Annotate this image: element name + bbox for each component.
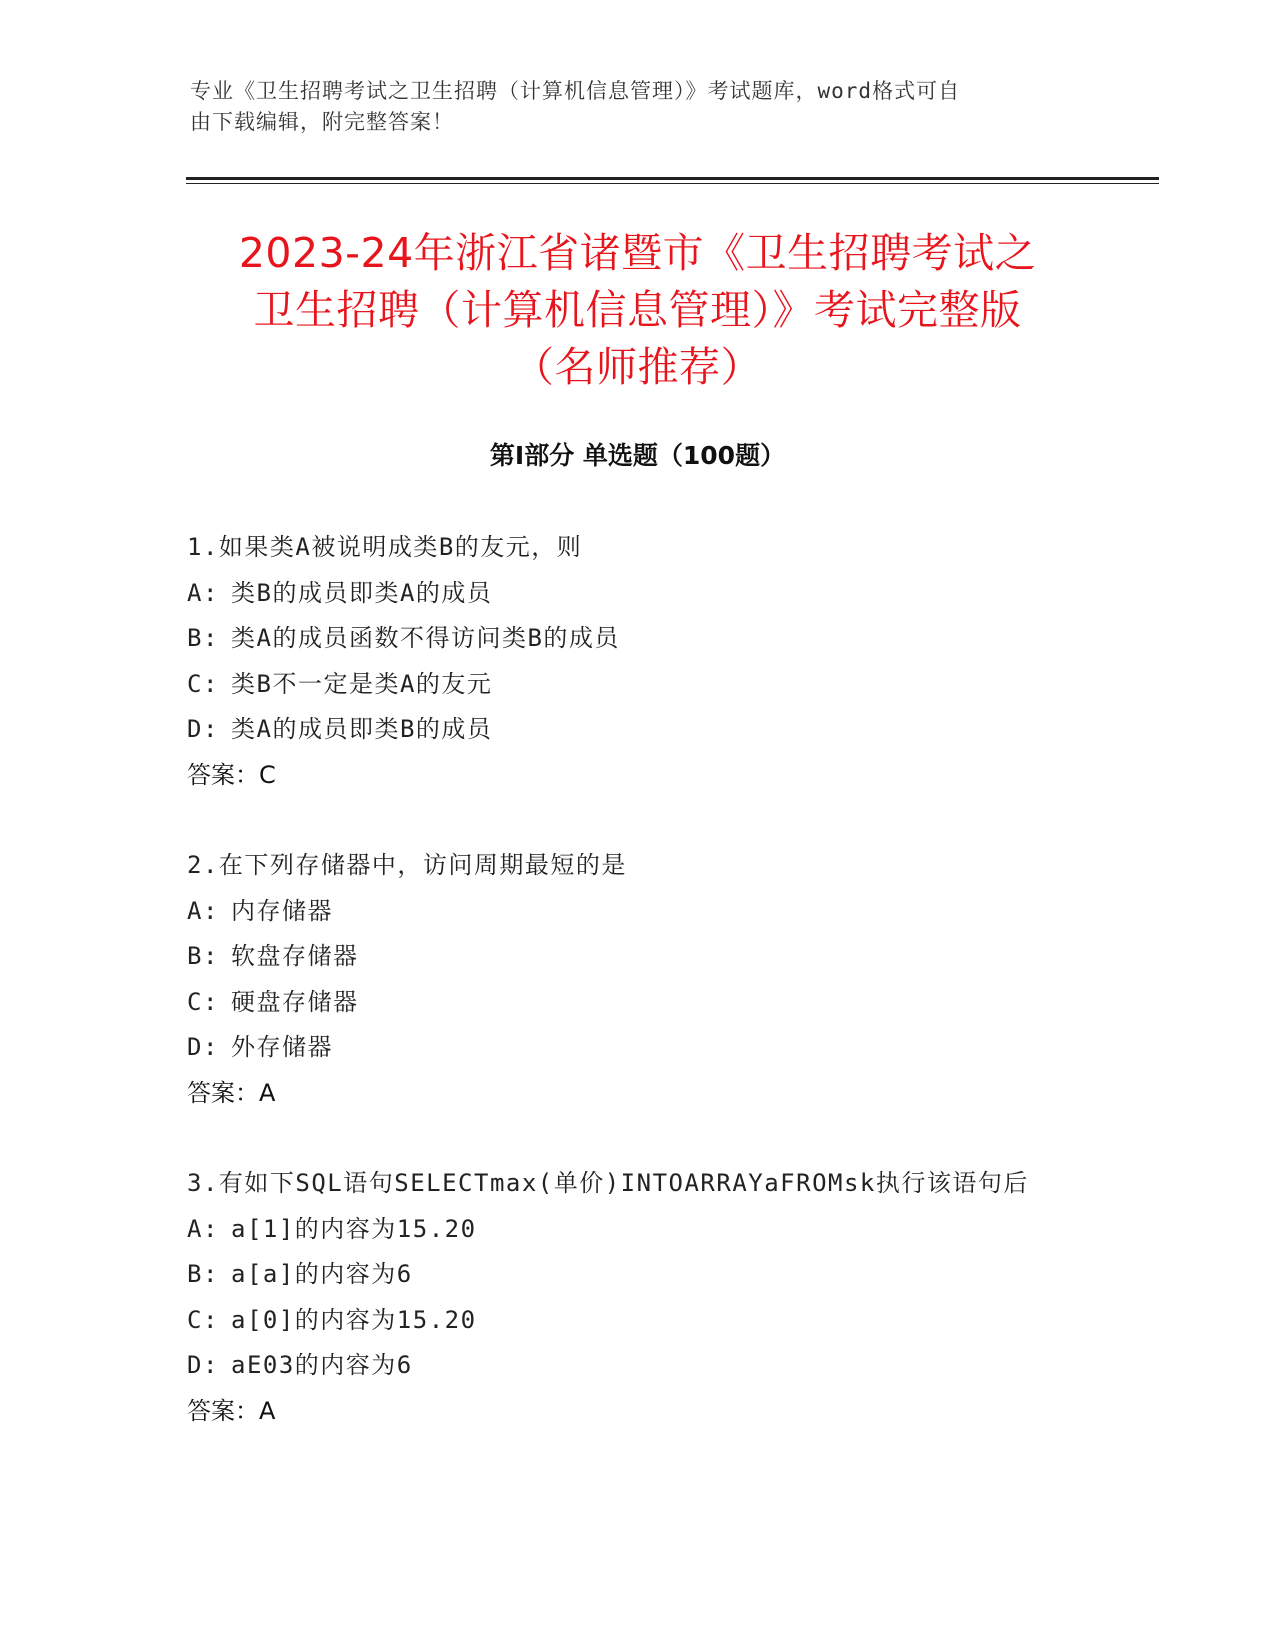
question-stem: 2.在下列存储器中，访问周期最短的是 [187, 851, 627, 879]
option-a [187, 1207, 1087, 1253]
option-d [187, 1343, 1087, 1389]
section-heading: 第Ⅰ部分 单选题（100题） [489, 441, 786, 470]
question-stem: 1.如果类A被说明成类B的友元，则 [187, 533, 583, 561]
option-text: 外存储器 [231, 1033, 333, 1061]
option-letter: A: [187, 1214, 219, 1243]
option-a [187, 571, 1087, 617]
title-line: （名师推荐） [513, 343, 762, 391]
option-b [187, 1252, 1087, 1298]
option-c [187, 662, 1087, 708]
option-text: 类A的成员即类B的成员 [231, 715, 493, 743]
option-text: 硬盘存储器 [231, 987, 359, 1016]
option-letter: D: [187, 1351, 219, 1379]
option-letter: C: [187, 669, 219, 698]
title-line: 2023-24年浙江省诸暨市《卫生招聘考试之 [238, 229, 1037, 277]
option-letter: D: [187, 1033, 219, 1061]
option-text: a[0]的内容为15.20 [231, 1305, 477, 1334]
option-letter: A: [187, 578, 219, 607]
option-letter: B: [187, 1260, 219, 1288]
answer-line: 答案：C [187, 760, 276, 789]
option-letter: B: [187, 624, 219, 652]
option-text: 类A的成员函数不得访问类B的成员 [231, 624, 620, 652]
option-c [187, 1298, 1087, 1344]
header-note-line: 专业《卫生招聘考试之卫生招聘（计算机信息管理）》考试题库，word格式可自 [190, 79, 961, 103]
option-text: a[a]的内容为6 [231, 1260, 413, 1288]
option-letter: D: [187, 715, 219, 743]
option-text: 软盘存储器 [231, 942, 359, 970]
document-title [150, 225, 1125, 396]
option-letter: A: [187, 896, 219, 925]
header-divider-thick [186, 177, 1159, 180]
question-stem: 3.有如下SQL语句SELECTmax(单价)INTOARRAYaFROMsk执行该语句后 [187, 1169, 1029, 1197]
option-text: a[1]的内容为15.20 [231, 1214, 477, 1243]
header-divider-thin [186, 183, 1159, 184]
title-line: 卫生招聘（计算机信息管理）》考试完整版 [253, 286, 1022, 334]
answer-line: 答案：A [187, 1078, 276, 1107]
option-d [187, 1025, 1087, 1071]
option-text: 类B不一定是类A的友元 [231, 669, 493, 698]
option-text: aE03的内容为6 [231, 1351, 413, 1379]
option-d [187, 707, 1087, 753]
option-letter: C: [187, 987, 219, 1016]
option-letter: B: [187, 942, 219, 970]
option-b [187, 934, 1087, 980]
header-note-line: 由下载编辑，附完整答案！ [190, 110, 454, 134]
option-c [187, 980, 1087, 1026]
option-text: 类B的成员即类A的成员 [231, 578, 493, 607]
header-note [190, 76, 1090, 138]
answer-line: 答案：A [187, 1396, 276, 1425]
option-a [187, 889, 1087, 935]
option-b [187, 616, 1087, 662]
question-block [187, 1161, 1087, 1434]
question-block [187, 843, 1087, 1116]
option-letter: C: [187, 1305, 219, 1334]
option-text: 内存储器 [231, 896, 333, 925]
question-block [187, 525, 1087, 798]
